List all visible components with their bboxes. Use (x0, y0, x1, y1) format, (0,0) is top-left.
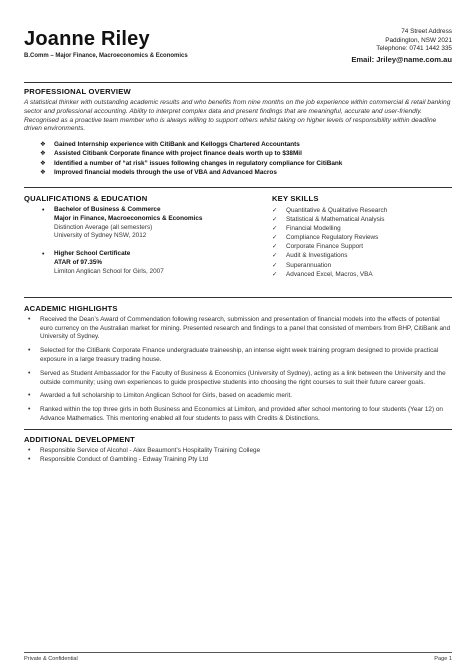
page-footer (24, 656, 452, 662)
footer-divider (24, 652, 452, 653)
skill-item: ✓ Superannuation (272, 261, 332, 269)
check-icon: ✓ (272, 243, 278, 251)
bullet-icon: • (28, 369, 31, 377)
bullet-icon: • (28, 455, 31, 463)
development-list (24, 447, 452, 465)
development-item: • Responsible Service of Alcohol - Alex Beaumont’s Hospitality Training College (28, 446, 261, 454)
telephone: Telephone: 0741 1442 335 (376, 45, 452, 53)
email[interactable]: Email: Jriley@name.com.au (351, 54, 452, 64)
bullet-icon: • (28, 347, 31, 355)
bullet-icon: • (28, 392, 31, 400)
overview-point: ❖ Gained Internship experience with CitiBank and Kelloggs Chartered Accountants (40, 141, 300, 149)
highlight-item: • Selected for the CitiBank Corporate Finance undergraduate traineeship, an intense eight week training program designed to provide practical exposure in a large treasury trading house. (28, 347, 439, 363)
footer-confidential: Private & Confidential (24, 656, 78, 662)
section-divider (24, 187, 452, 188)
overview-point: ❖ Identified a number of “at risk” issues following changes in regulatory compliance for CitiBank (40, 159, 343, 167)
address-line-2: Paddington, NSW 2021 (385, 36, 452, 44)
footer-page-number: Page 1 (434, 656, 452, 662)
overview-text: A statistical thinker with outstanding academic results and who benefits from nine months on the job experience within commercial & retail banking sector and professional accounting. Ability to interpret complex data and present findings that are meaningful, accurate and user-friendly. Recognised as a proactive team member who is always willing to support others whilst taking on higher levels of responsibility within deadline driven environments. (24, 99, 451, 133)
skills-title: KEY SKILLS (272, 194, 319, 203)
highlight-item: • Served as Student Ambassador for the Faculty of Business & Economics (University of Sydney), acting as a link between the University and the outside community; using own experiences to guide prospective students into choosing the right courses to suit their future career goals. (28, 369, 446, 386)
skill-item: ✓ Corporate Finance Support (272, 243, 364, 251)
overview-point: ❖ Improved financial models through the use of VBA and Advanced Macros (40, 168, 277, 176)
skill-item: ✓ Financial Modelling (272, 225, 341, 233)
section-divider (24, 82, 452, 83)
skill-item: ✓ Statistical & Mathematical Analysis (272, 216, 385, 224)
contact-block (351, 28, 452, 65)
highlight-item: • Ranked within the top three girls in both Business and Economics at Limiton, and provided after school mentoring to four students (Year 12) on Advance Mathematics. This mentoring enabled all four students to pass with Credits & Distinctions. (28, 406, 443, 422)
overview-title: PROFESSIONAL OVERVIEW (24, 87, 131, 96)
development-item: • Responsible Conduct of Gambling - Edway Training Pty Ltd (28, 455, 209, 463)
qualifications-skills-row (24, 190, 452, 279)
skills-section (272, 190, 452, 279)
check-icon: ✓ (272, 216, 278, 224)
check-icon: ✓ (272, 207, 278, 214)
diamond-bullet-icon: ❖ (40, 168, 46, 176)
skill-item: ✓ Audit & Investigations (272, 252, 348, 260)
address-line-1: 74 Street Address (401, 28, 452, 35)
check-icon: ✓ (272, 252, 278, 260)
check-icon: ✓ (272, 270, 278, 278)
bullet-icon: • (28, 446, 31, 454)
check-icon: ✓ (272, 225, 278, 233)
diamond-bullet-icon: ❖ (40, 159, 46, 167)
bullet-icon: • (42, 207, 45, 214)
candidate-degree: B.Comm – Major Finance, Macroeconomics & Economics (24, 53, 188, 59)
check-icon: ✓ (272, 261, 278, 269)
skill-item: ✓ Advanced Excel, Macros, VBA (272, 270, 373, 278)
section-divider (24, 297, 452, 298)
highlight-item: • Awarded a full scholarship to Limiton Anglican School for Girls, based on academic merit. (28, 392, 293, 400)
development-title: ADDITIONAL DEVELOPMENT (24, 434, 135, 444)
bullet-icon: • (28, 406, 31, 414)
skill-item: ✓ Compliance Regulatory Reviews (272, 234, 379, 242)
qualifications-title: QUALIFICATIONS & EDUCATION (24, 194, 148, 203)
diamond-bullet-icon: ❖ (40, 150, 46, 158)
highlights-title: ACADEMIC HIGHLIGHTS (24, 303, 118, 313)
skills-list (272, 206, 452, 279)
bullet-icon: • (42, 251, 45, 259)
check-icon: ✓ (272, 234, 278, 242)
skill-item: ✓ Quantitative & Qualitative Research (272, 207, 388, 214)
candidate-name: Joanne Riley (24, 28, 150, 50)
resume-header (24, 0, 452, 82)
highlights-list (24, 316, 452, 424)
bullet-icon: • (28, 315, 31, 323)
qualification-item: • Bachelor of Business & Commerce Major in Finance, Macroeconomics & Economics Distinction Average (all semesters) University of Sydney NSW, 2012 (42, 206, 203, 240)
qualifications-section (24, 190, 272, 279)
section-divider (24, 429, 452, 430)
overview-point: ❖ Assisted Citibank Corporate finance with project finance deals worth up to $38Mil (40, 150, 302, 158)
highlight-item: • Received the Dean’s Award of Commendation following research, submission and presentation of financial models into the effects of potential euro currency on the Australian market for mining. Presented research and findings to a panel that consisted of members from BHP, CitiBank and University of Sydney. (28, 315, 451, 341)
qualification-item: • Higher School Certificate ATAR of 97.35% Limiton Anglican School for Girls, 2007 (42, 250, 164, 275)
overview-points (40, 140, 452, 177)
diamond-bullet-icon: ❖ (40, 141, 46, 149)
